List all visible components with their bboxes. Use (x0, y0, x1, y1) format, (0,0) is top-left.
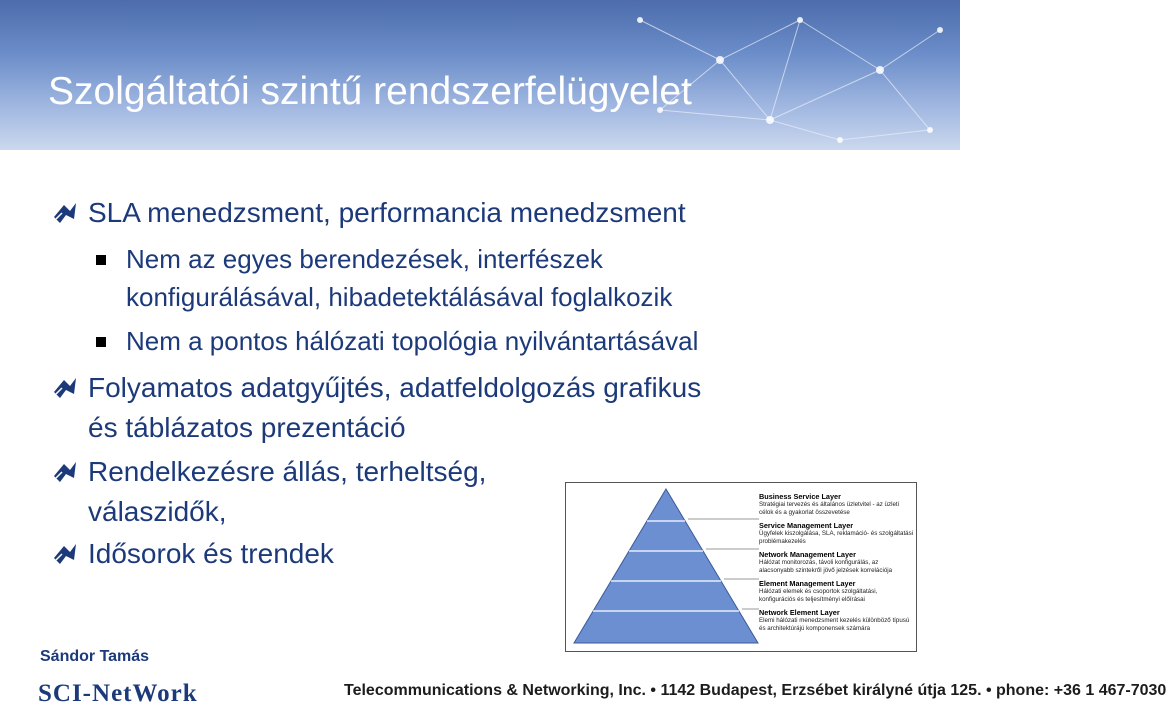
company-info: Telecommunications & Networking, Inc. • 1142 Budapest, Erzsébet királyné útja 125. • phone: +36 1 467-7030 (344, 682, 1166, 699)
bullet-text: SLA menedzsment, performancia menedzsment (88, 197, 686, 228)
arrow-bullet-icon (52, 534, 78, 574)
title-band (0, 0, 960, 150)
pyramid-layer (759, 521, 914, 545)
author-name: Sándor Tamás (40, 648, 150, 665)
pyramid-layer (759, 608, 914, 632)
layer-title: Network Management Layer (759, 550, 856, 559)
arrow-bullet-icon (52, 368, 78, 408)
pyramid-layer (759, 550, 914, 574)
layer-title: Network Element Layer (759, 608, 840, 617)
layer-description: Elemi hálózati menedzsment kezelés különböző típusú és architektúrájú komponensek számára (759, 617, 910, 632)
layer-description: Ügyfelek kiszolgálása, SLA, reklamáció- és szolgáltatási problémakezelés (759, 530, 914, 545)
arrow-bullet-icon (52, 193, 78, 233)
arrow-bullet-icon (52, 452, 78, 492)
bullet-text: válaszidők, (88, 496, 227, 527)
bullet-text: Rendelkezésre állás, terheltség, (88, 456, 487, 487)
bullet-text: Idősorok és trendek (88, 538, 334, 569)
layer-description: Hálózat monitorozás, távoli konfigurálás, az alacsonyabb szintekről jövő jelzések korrelációja (759, 559, 893, 574)
layer-title: Business Service Layer (759, 492, 841, 501)
square-bullet-icon (96, 337, 106, 347)
layer-description: Stratégiai tervezés és általános üzletvitel - az üzleti célok és a gyakorlat összevetése (759, 501, 899, 516)
layer-title: Service Management Layer (759, 521, 854, 530)
bullet-text: Folyamatos adatgyűjtés, adatfeldolgozás grafikus (88, 372, 702, 403)
sub-bullet-line: konfigurálásával, hibadetektálásával foglalkozik (126, 282, 673, 312)
pyramid-diagram (565, 482, 917, 652)
company-logo: SCI-NetWork (38, 680, 198, 707)
footer (0, 672, 1166, 716)
sub-bullet-line: Nem az egyes berendezések, interfészek (126, 244, 603, 274)
pyramid-layer (759, 492, 914, 516)
layer-description: Hálózati elemek és csoportok szolgáltatási, konfigurációs és teljesítményi előírásai (759, 588, 878, 603)
slide-title: Szolgáltatói szintű rendszerfelügyelet (48, 70, 692, 113)
square-bullet-icon (96, 255, 106, 265)
bullet-text: és táblázatos prezentáció (88, 412, 406, 443)
sub-bullet-line: Nem a pontos hálózati topológia nyilvántartásával (126, 326, 699, 356)
pyramid-layer (759, 579, 914, 603)
layer-title: Element Management Layer (759, 579, 856, 588)
pyramid-shape (566, 483, 766, 649)
